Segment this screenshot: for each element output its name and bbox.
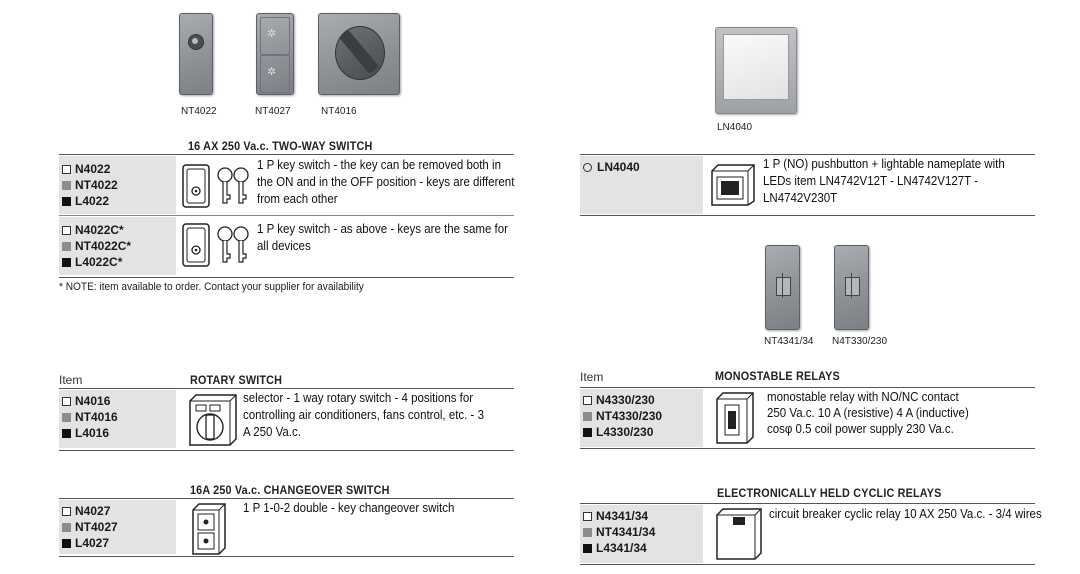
- divider: [59, 498, 514, 499]
- product-photo-nt4022: [179, 13, 213, 95]
- black-finish-icon: [62, 197, 71, 206]
- cyclic-relay-icon: [713, 507, 765, 566]
- code-tech: NT4022: [75, 178, 118, 192]
- code-tech: NT4016: [75, 410, 118, 424]
- divider: [59, 215, 514, 216]
- code-white: N4022: [75, 162, 111, 176]
- tech-finish-icon: [583, 412, 592, 421]
- code-white: N4027: [75, 504, 111, 518]
- product-photo-n4t330-230: [834, 245, 869, 330]
- key-switch-icon: [181, 222, 253, 275]
- description-monostable-line-2: 250 Va.c. 10 A (resistive) 4 A (inductive): [767, 406, 969, 420]
- code-black: L4027: [75, 536, 110, 550]
- caption-n4t330-230: N4T330/230: [832, 336, 888, 347]
- tech-finish-icon: [62, 242, 71, 251]
- divider: [59, 556, 514, 557]
- divider: [59, 388, 514, 389]
- product-photo-nt4016: [318, 13, 400, 95]
- item-header: Item: [580, 370, 604, 384]
- divider: [580, 448, 1035, 449]
- pushbutton-icon: [708, 161, 758, 212]
- description-n4016: selector - 1 way rotary switch - 4 positions for controlling air conditioners, fans control, etc. - 3 A 250 Va.c.: [243, 391, 484, 439]
- code-block-n4341-34: [580, 505, 703, 563]
- code-block-n4016: [59, 390, 176, 448]
- code-black: L4341/34: [596, 541, 647, 555]
- caption-nt4016: NT4016: [321, 106, 357, 117]
- code-tech: NT4027: [75, 520, 118, 534]
- white-finish-icon: [583, 396, 592, 405]
- code-block-n4330-230: [580, 389, 703, 447]
- black-finish-icon: [583, 544, 592, 553]
- description-n4022: 1 P key switch - the key can be removed both in the ON and in the OFF position - keys are different from each other: [257, 158, 515, 206]
- divider: [580, 387, 1035, 388]
- description-n4022c: 1 P key switch - as above - keys are the same for all devices: [257, 222, 508, 253]
- divider: [59, 277, 514, 278]
- tech-finish-icon: [62, 413, 71, 422]
- code-black: L4022: [75, 194, 110, 208]
- availability-note: * NOTE: item available to order. Contact your supplier for availability: [59, 281, 364, 293]
- code-block-n4027: [59, 500, 176, 554]
- caption-nt4341-34: NT4341/34: [764, 336, 814, 347]
- code-black: L4022C*: [75, 255, 123, 269]
- tech-finish-icon: [583, 528, 592, 537]
- divider: [580, 503, 1035, 504]
- code-white: N4016: [75, 394, 111, 408]
- code-black: L4330/230: [596, 425, 654, 439]
- description-monostable-line-3: cosφ 0.5 coil power supply 230 Va.c.: [767, 422, 954, 436]
- divider: [59, 154, 514, 155]
- code-white: N4341/34: [596, 509, 649, 523]
- finish-circle-icon: [583, 163, 592, 172]
- white-finish-icon: [62, 226, 71, 235]
- section-title-monostable: MONOSTABLE RELAYS: [715, 369, 840, 383]
- code-block-n4022c: [59, 217, 176, 275]
- black-finish-icon: [62, 258, 71, 267]
- code-ln4040: LN4040: [597, 160, 640, 174]
- black-finish-icon: [62, 539, 71, 548]
- changeover-switch-icon: [189, 502, 229, 561]
- product-photo-nt4027: ✲ ✲: [256, 13, 294, 95]
- relay-icon: [713, 391, 759, 450]
- description-n4027: 1 P 1-0-2 double - key changeover switch: [243, 501, 455, 515]
- item-header: Item: [59, 373, 83, 387]
- section-title-cyclic: ELECTRONICALLY HELD CYCLIC RELAYS: [717, 486, 942, 500]
- white-finish-icon: [62, 165, 71, 174]
- divider: [580, 154, 1035, 155]
- code-tech: NT4341/34: [596, 525, 656, 539]
- caption-nt4027: NT4027: [255, 106, 291, 117]
- code-block-ln4040: [580, 156, 703, 214]
- description-ln4040: 1 P (NO) pushbutton + lightable nameplate with LEDs item LN4742V12T - LN4742V127T - LN4742V230T: [763, 157, 1005, 205]
- code-white: N4330/230: [596, 393, 655, 407]
- divider: [580, 215, 1035, 216]
- divider: [580, 564, 1035, 565]
- section-title-rotary: ROTARY SWITCH: [190, 373, 283, 387]
- caption-ln4040: LN4040: [717, 122, 753, 133]
- description-cyclic: circuit breaker cyclic relay 10 AX 250 Va.c. - 3/4 wires: [769, 507, 1042, 521]
- section-title-changeover: 16A 250 Va.c. CHANGEOVER SWITCH: [190, 483, 390, 497]
- code-black: L4016: [75, 426, 110, 440]
- key-switch-icon: [181, 163, 253, 216]
- code-block-n4022: [59, 156, 176, 214]
- code-tech: NT4330/230: [596, 409, 663, 423]
- black-finish-icon: [62, 429, 71, 438]
- black-finish-icon: [583, 428, 592, 437]
- white-finish-icon: [62, 397, 71, 406]
- rotary-switch-icon: [186, 393, 238, 452]
- code-white: N4022C*: [75, 223, 124, 237]
- tech-finish-icon: [62, 523, 71, 532]
- tech-finish-icon: [62, 181, 71, 190]
- product-photo-ln4040: [715, 27, 797, 114]
- product-photo-nt4341-34: [765, 245, 800, 330]
- divider: [59, 450, 514, 451]
- caption-nt4022: NT4022: [181, 106, 217, 117]
- white-finish-icon: [62, 507, 71, 516]
- code-tech: NT4022C*: [75, 239, 132, 253]
- white-finish-icon: [583, 512, 592, 521]
- section-title-two-way: 16 AX 250 Va.c. TWO-WAY SWITCH: [188, 139, 373, 153]
- description-monostable-line-1: monostable relay with NO/NC contact: [767, 390, 959, 404]
